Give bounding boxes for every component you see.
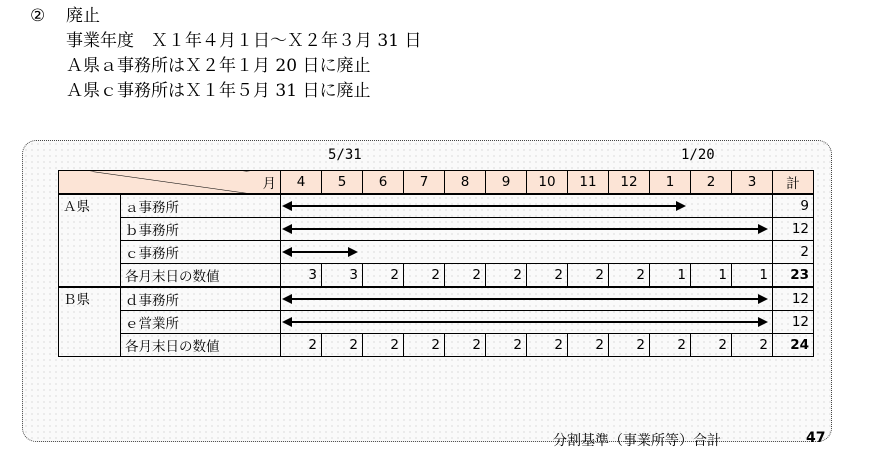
month-header: 4 — [281, 171, 322, 195]
month-value: 1 — [691, 264, 732, 288]
item-number: ② — [30, 6, 46, 26]
prefecture-a-label: Ａ県 — [59, 194, 121, 287]
corner-header — [59, 171, 281, 195]
month-header: 9 — [486, 171, 527, 195]
arrowhead-right-icon — [676, 201, 686, 211]
month-header: 8 — [445, 171, 486, 195]
month-value: 2 — [281, 334, 322, 357]
row-total: 9 — [773, 194, 814, 218]
prefecture-b-label: Ｂ県 — [59, 287, 121, 357]
month-value: 3 — [322, 264, 363, 288]
grand-total-value: 47 — [806, 430, 826, 446]
row-total: 2 — [773, 241, 814, 264]
month-value: 2 — [486, 334, 527, 357]
total-header: 計 — [773, 171, 814, 195]
office-name: ａ事務所 — [121, 194, 281, 218]
month-value: 2 — [609, 264, 650, 288]
period-cell — [281, 194, 773, 218]
arrowhead-right-icon — [758, 224, 768, 234]
group-total: 23 — [773, 264, 814, 288]
office-count-table — [58, 170, 814, 357]
arrowhead-left-icon — [282, 201, 292, 211]
month-value: 2 — [445, 334, 486, 357]
row-total: 12 — [773, 311, 814, 334]
arrowhead-right-icon — [348, 247, 358, 257]
month-value: 2 — [363, 264, 404, 288]
row-total: 12 — [773, 218, 814, 241]
arrowhead-right-icon — [758, 317, 768, 327]
period-arrow — [284, 205, 684, 207]
item-heading: 廃止 — [66, 6, 100, 26]
month-value: 2 — [609, 334, 650, 357]
period-cell — [281, 287, 773, 311]
summary-label: 各月末日の数値 — [121, 264, 281, 288]
office-name: ｄ事務所 — [121, 287, 281, 311]
month-header: 10 — [527, 171, 568, 195]
arrowhead-left-icon — [282, 247, 292, 257]
month-value: 2 — [527, 264, 568, 288]
arrowhead-left-icon — [282, 317, 292, 327]
arrowhead-left-icon — [282, 294, 292, 304]
fiscal-year-line: 事業年度 Ｘ１年４月１日～Ｘ２年３月 31 日 — [66, 31, 422, 51]
office-c-closure-line: Ａ県ｃ事務所はＸ１年５月 31 日に廃止 — [66, 81, 371, 101]
month-value: 2 — [732, 334, 773, 357]
period-arrow — [284, 251, 356, 253]
period-cell — [281, 218, 773, 241]
month-header: 6 — [363, 171, 404, 195]
month-value: 2 — [363, 334, 404, 357]
marker-5-31: 5/31 — [328, 147, 362, 163]
month-header: 5 — [322, 171, 363, 195]
period-cell — [281, 241, 773, 264]
month-value: 2 — [445, 264, 486, 288]
row-total: 12 — [773, 287, 814, 311]
month-value: 2 — [527, 334, 568, 357]
office-name: ｃ事務所 — [121, 241, 281, 264]
arrowhead-right-icon — [758, 294, 768, 304]
month-value: 2 — [691, 334, 732, 357]
arrowhead-left-icon — [282, 224, 292, 234]
intro-text — [30, 4, 421, 104]
office-name: ｅ営業所 — [121, 311, 281, 334]
month-value: 2 — [486, 264, 527, 288]
group-total: 24 — [773, 334, 814, 357]
marker-1-20: 1/20 — [681, 147, 715, 163]
office-a-closure-line: Ａ県ａ事務所はＸ２年１月 20 日に廃止 — [66, 56, 371, 76]
grand-total-label: 分割基準（事業所等）合計 — [553, 433, 721, 449]
month-header: 12 — [609, 171, 650, 195]
month-value: 3 — [281, 264, 322, 288]
month-value: 2 — [322, 334, 363, 357]
office-name: ｂ事務所 — [121, 218, 281, 241]
summary-label: 各月末日の数値 — [121, 334, 281, 357]
period-cell — [281, 311, 773, 334]
month-value: 1 — [732, 264, 773, 288]
month-header: 3 — [732, 171, 773, 195]
month-value: 2 — [650, 334, 691, 357]
month-value: 2 — [568, 334, 609, 357]
month-header: 7 — [404, 171, 445, 195]
month-header: 2 — [691, 171, 732, 195]
period-arrow — [284, 228, 766, 230]
period-arrow — [284, 298, 766, 300]
month-header: 1 — [650, 171, 691, 195]
month-header: 11 — [568, 171, 609, 195]
month-value: 1 — [650, 264, 691, 288]
month-value: 2 — [568, 264, 609, 288]
corner-label: 月 — [262, 176, 276, 192]
month-value: 2 — [404, 264, 445, 288]
month-value: 2 — [404, 334, 445, 357]
period-arrow — [284, 321, 766, 323]
